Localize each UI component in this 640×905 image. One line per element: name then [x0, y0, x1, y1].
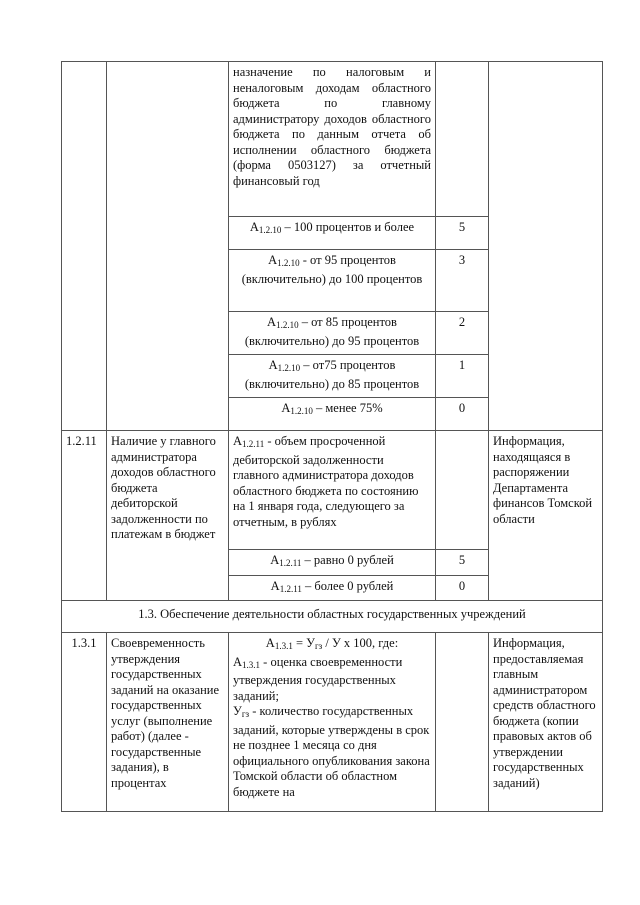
score-value: 1	[436, 355, 489, 398]
source-cell: Информация, находящаяся в распоряжении Департамента финансов Томской области	[489, 431, 603, 601]
level-cell: $A_{1.2.10}$ – от 85 процентов (включительно) до 95 процентов	[229, 312, 436, 355]
source-cell	[489, 62, 603, 431]
table-row	[62, 431, 603, 550]
section-heading: 1.3. Обеспечение деятельности областных государственных учреждений	[62, 601, 603, 633]
level-cell: $A_{1.2.10}$ - от 95 процентов (включительно) до 100 процентов	[229, 250, 436, 312]
score-value: 5	[436, 217, 489, 250]
number-cell	[62, 62, 107, 431]
score-value: 5	[436, 550, 489, 576]
criterion-cell	[229, 633, 436, 812]
table-row	[62, 633, 603, 812]
number-cell: 1.2.11	[62, 431, 107, 601]
definition: $У_{гз}$ - количество государственных заданий, которые утверждены в срок не позднее 1 месяца со дня официального опубликования закона Томской области об областном бюджете на	[233, 704, 430, 799]
level-cell: $A_{1.2.10} - от75$ процентов (включительно) до 85 процентов	[229, 355, 436, 398]
score-cell	[436, 633, 489, 812]
level-cell: $A_{1.2.11}$ – равно 0 рублей	[229, 550, 436, 576]
criteria-table	[61, 61, 603, 812]
table-row	[62, 62, 603, 217]
score-value: 2	[436, 312, 489, 355]
indicator-name-cell: Своевременность утверждения государственных заданий на оказание государственных услуг (выполнение работ) (далее - государственные задания), в процентах	[107, 633, 229, 812]
number-cell: 1.3.1	[62, 633, 107, 812]
score-value: 3	[436, 250, 489, 312]
level-cell: $A_{1.2.10}$ – менее 75%	[229, 398, 436, 431]
definition: $A_{1.3.1}$ - оценка своевременности утверждения государственных заданий;	[233, 654, 403, 703]
table-row	[62, 601, 603, 633]
level-cell: $A_{1.2.10} - 100$ процентов и более	[229, 217, 436, 250]
level-cell: $A_{1.2.11}$ – более 0 рублей	[229, 575, 436, 601]
score-cell	[436, 62, 489, 217]
score-value: 0	[436, 398, 489, 431]
criterion-cell: назначение по налоговым и неналоговым доходам областного бюджета по главному администратору доходов областного бюджета по данным отчета об исполнении областного бюджета (форма 0503127) за отчетный финансовый год	[229, 62, 436, 217]
score-cell	[436, 431, 489, 550]
source-cell: Информация, предоставляемая главным администратором средств областного бюджета (копии правовых актов об утверждении государственных заданий)	[489, 633, 603, 812]
criterion-cell: $A_{1.2.11}$ - объем просроченной дебиторской задолженности главного администратора доходов областного бюджета по состоянию на 1 января года, следующего за отчетным, в рублях	[229, 431, 436, 550]
formula: $A_{1.3.1} = У_{гз} / У$ х 100, где:	[265, 636, 399, 651]
indicator-name-cell	[107, 62, 229, 431]
indicator-name-cell: Наличие у главного администратора доходов областного бюджета дебиторской задолженности по платежам в бюджет	[107, 431, 229, 601]
score-value: 0	[436, 575, 489, 601]
